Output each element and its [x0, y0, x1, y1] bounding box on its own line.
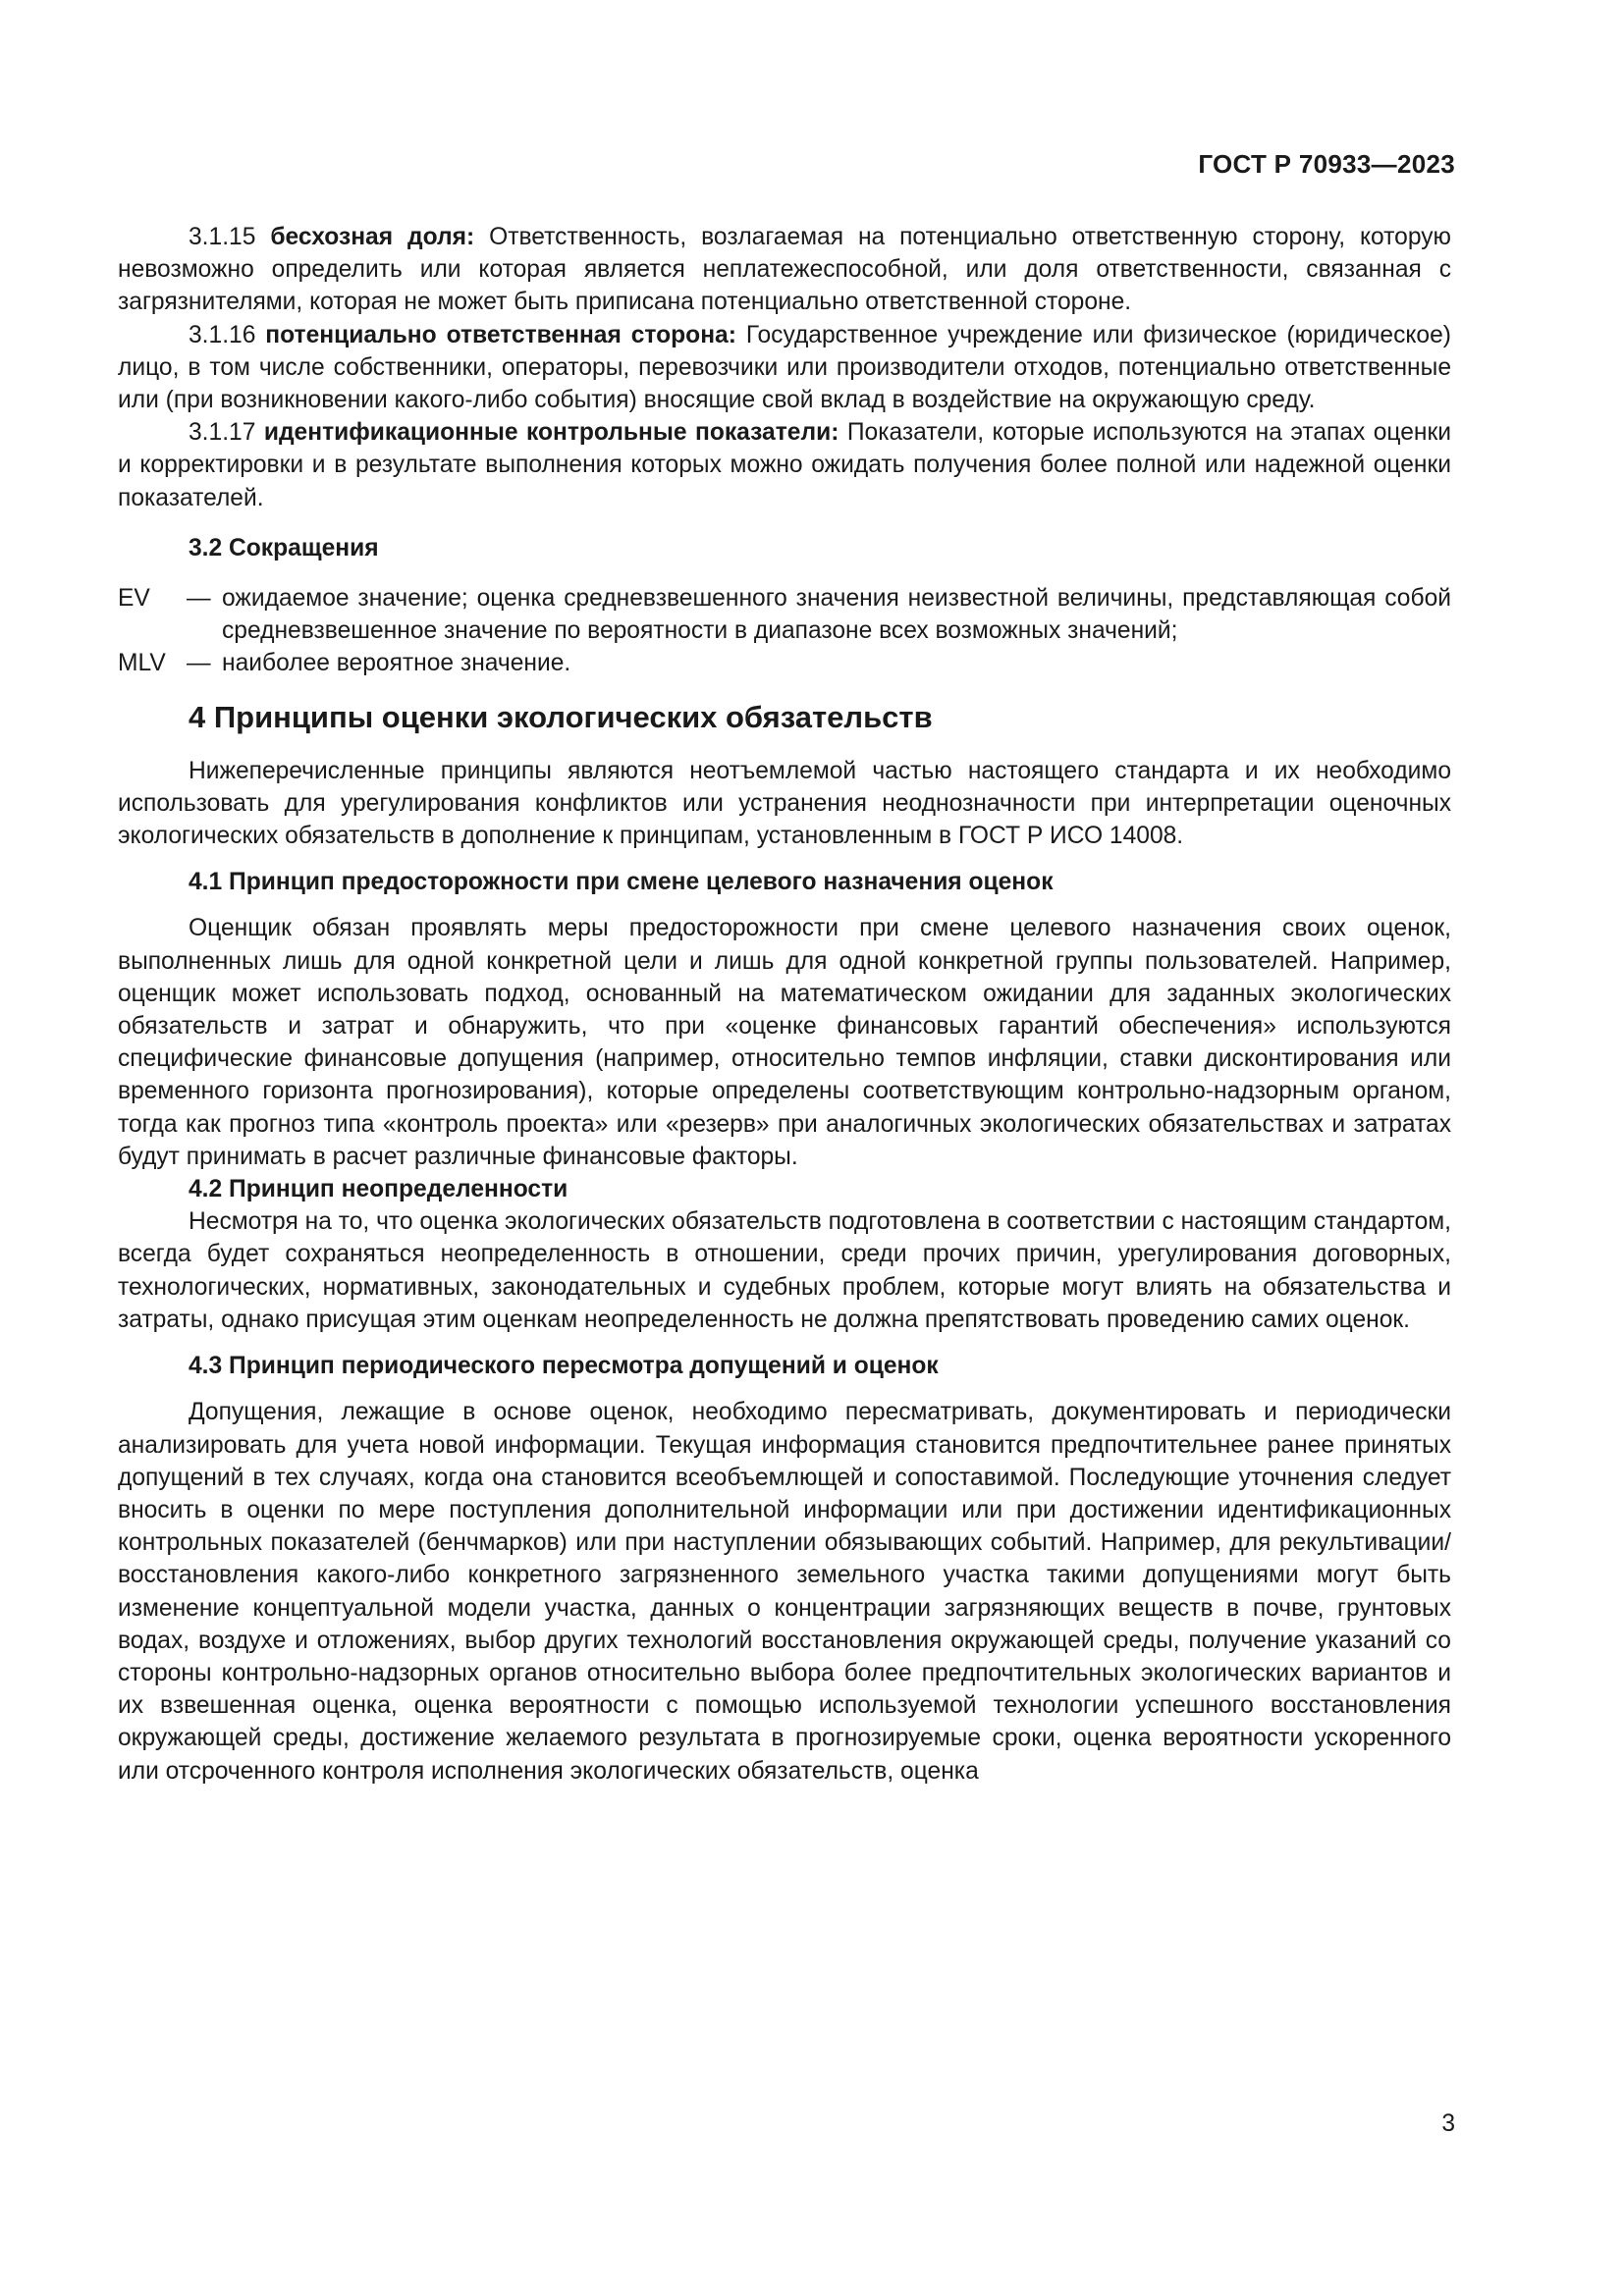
section-4-title: 4 Принципы оценки экологических обязательств [189, 699, 933, 734]
abbreviation-definition: ожидаемое значение; оценка средневзвешенного значения неизвестной величины, представляющая собой средневзвешенное значение по вероятности в диапазоне всех возможных значений; [222, 585, 1451, 645]
document-code-header: ГОСТ Р 70933—2023 [1198, 149, 1455, 179]
abbreviation-definition: наиболее вероятное значение. [222, 650, 571, 677]
document-body [118, 221, 1451, 1788]
section-4-1-heading: 4.1 Принцип предосторожности при смене целевого назначения оценок [189, 869, 1054, 896]
term-title: потенциально ответственная сторона: [265, 321, 736, 348]
term-3-1-17 [118, 416, 1451, 514]
abbreviation-mlv [118, 647, 1451, 679]
term-number: 3.1.17 [189, 419, 256, 447]
section-4-3-heading: 4.3 Принцип периодического пересмотра допущений и оценок [189, 1353, 939, 1380]
section-4-2-text: Несмотря на то, что оценка экологических обязательств подготовлена в соответствии с настоящим стандартом, всегда будет сохраняться неопределенность в отношении, среди прочих причин, урегулирования договорных, технологических, нормативных, законодательных и судебных проблем, которые могут влиять на обязательства и затраты, однако присущая этим оценкам неопределенность не должна препятствовать проведению самих оценок. [118, 1208, 1451, 1333]
term-title: бесхозная доля: [270, 224, 475, 250]
term-3-1-16 [118, 319, 1451, 417]
section-4-1-text: Оценщик обязан проявлять меры предосторожности при смене целевого назначения своих оценок, выполненных лишь для одной конкретной цели и лишь для одной конкретной группы пользователей. Например, оценщик может использовать подход, основанный на математическом ожидании для заданных экологических обязательств и затрат и обнаружить, что при «оценке финансовых гарантий обеспечения» используются специфические финансовые допущения (например, относительно темпов инфляции, ставки дисконтирования или временного горизонта прогнозирования), которые определены соответствующим контрольно-надзорным органом, тогда как прогноз типа «контроль проекта» или «резерв» при аналогичных экологических обязательствах и затратах будут принимать в расчет различные финансовые факторы. [118, 915, 1451, 1170]
abbreviation-ev [118, 582, 1451, 647]
section-4-3-text: Допущения, лежащие в основе оценок, необходимо пересматривать, документировать и периодически анализировать для учета новой информации. Текущая информация становится предпочтительнее ранее принятых допущений в тех случаях, когда она становится всеобъемлющей и сопоставимой. Последующие уточнения следует вносить в оценки по мере поступления дополнительной информации или при достижении идентификационных контрольных показателей (бенчмарков) или при наступлении обязывающих событий. Например, для рекультивации/восстановления какого-либо конкретного загрязненного земельного участка такими допущениями могут быть изменение концептуальной модели участка, данных о концентрации загрязняющих веществ в почве, грунтовых водах, воздухе и отложениях, выбор других технологий восстановления окружающей среды, получение указаний со стороны контрольно-надзорных органов относительно выбора более предпочтительных экологических вариантов и их взвешенная оценка, оценка вероятности с помощью используемой технологии успешного восстановления окружающей среды, достижение желаемого результата в прогнозируемые сроки, оценка вероятности ускоренного или отсроченного контроля исполнения экологических обязательств, оценка [118, 1399, 1451, 1785]
section-4-2-heading: 4.2 Принцип неопределенности [189, 1176, 568, 1203]
abbreviations-heading: 3.2 Сокращения [189, 534, 379, 561]
section-4-intro: Нижеперечисленные принципы являются неотъемлемой частью настоящего стандарта и их необходимо использовать для урегулирования конфликтов или устранения неоднозначности при интерпретации оценочных экологических обязательств в дополнение к принципам, установленным в ГОСТ Р ИСО 14008. [118, 757, 1451, 850]
abbreviation-dash: — [187, 585, 211, 613]
term-definition: Ответственность, возлагаемая на потенциально ответственную сторону, которую невозможно определить или которая является неплатежеспособной, или доля ответственности, связанная с загрязнителями, которая не может быть приписана потенциально ответственной стороне. [118, 224, 1451, 316]
term-definition: Государственное учреждение или физическое (юридическое) лицо, в том числе собственники, операторы, перевозчики или производители отходов, потенциально ответственные или (при возникновении какого-либо события) вносящие свой вклад в воздействие на окружающую среду. [118, 321, 1451, 414]
abbreviation-term: EV [118, 585, 150, 613]
term-number: 3.1.15 [189, 224, 256, 250]
page-number: 3 [1441, 2110, 1455, 2137]
term-title: идентификационные контрольные показатели: [263, 419, 839, 447]
abbreviation-dash: — [187, 650, 211, 677]
term-number: 3.1.16 [189, 321, 256, 348]
abbreviation-term: MLV [118, 650, 166, 677]
term-definition: Показатели, которые используются на этапах оценки и корректировки и в результате выполнения которых можно ожидать получения более полной или надежной оценки показателей. [118, 419, 1452, 511]
term-3-1-15 [118, 221, 1451, 319]
